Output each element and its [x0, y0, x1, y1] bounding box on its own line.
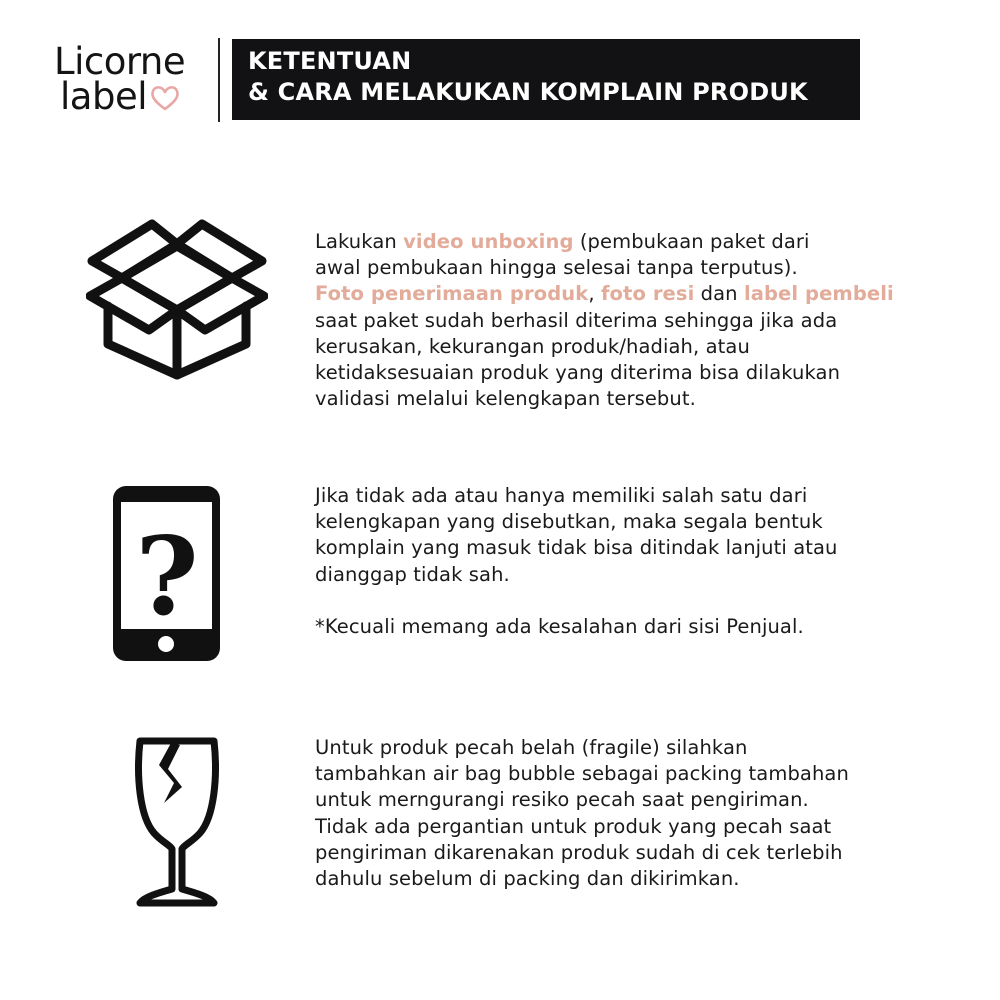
- item-3-line-4: Tidak ada pergantian untuk produk yang pecah saat: [315, 814, 832, 838]
- item-1-line-3: Foto penerimaan produk, foto resi dan label pembeli: [315, 282, 894, 306]
- header-title-line2: & CARA MELAKUKAN KOMPLAIN PRODUK: [248, 78, 808, 106]
- highlight-foto-penerimaan: Foto penerimaan produk: [315, 282, 589, 306]
- header-title-box: [232, 39, 860, 120]
- item-3-line-3: untuk merngurangi resiko pecah saat pengiriman.: [315, 788, 809, 812]
- item-1-line-6: ketidaksesuaian produk yang diterima bisa dilakukan: [315, 361, 841, 385]
- brand-line1: Licorne: [54, 40, 186, 83]
- item-1-line-2: awal pembukaan hingga selesai tanpa terputus).: [315, 256, 798, 280]
- heart-icon: [150, 84, 180, 112]
- item-2-line-1: Jika tidak ada atau hanya memiliki salah satu dari: [315, 484, 808, 507]
- brand-logo: [54, 42, 204, 118]
- item-3-line-2: tambahkan air bag bubble sebagai packing tambahan: [315, 762, 849, 786]
- highlight-foto-resi: foto resi: [600, 282, 695, 306]
- item-1-line-5: kerusakan, kekurangan produk/hadiah, atau: [315, 334, 750, 358]
- item-2-line-3: komplain yang masuk tidak bisa ditindak lanjuti atau: [315, 536, 838, 560]
- svg-text:?: ?: [135, 514, 199, 640]
- brand-line2: label: [60, 75, 147, 118]
- item-2-line-4: dianggap tidak sah.: [315, 562, 510, 586]
- header-divider: [218, 38, 220, 122]
- item-2-text: [315, 483, 945, 640]
- item-1-line-4: saat paket sudah berhasil diterima sehingga jika ada: [315, 308, 838, 332]
- open-box-icon: [86, 218, 268, 380]
- item-3-line-6: dahulu sebelum di packing dan dikirimkan.: [315, 867, 740, 891]
- phone-question-icon: [113, 486, 221, 662]
- item-3-line-1: Untuk produk pecah belah (fragile) silahkan: [315, 736, 748, 759]
- item-1-text: [315, 229, 945, 412]
- item-1-line-7: validasi melalui kelengkapan tersebut.: [315, 387, 696, 411]
- highlight-video-unboxing: video unboxing: [403, 230, 574, 253]
- item-3-text: [315, 735, 945, 892]
- highlight-label-pembeli: label pembeli: [743, 282, 894, 306]
- item-2-note: *Kecuali memang ada kesalahan dari sisi Penjual.: [315, 614, 804, 638]
- header-title-line1: KETENTUAN: [248, 47, 412, 75]
- item-1-line-1: Lakukan video unboxing (pembukaan paket dari: [315, 230, 810, 253]
- broken-glass-icon: [134, 737, 220, 909]
- item-3-line-5: pengiriman dikarenakan produk sudah di cek terlebih: [315, 840, 843, 864]
- item-2-line-2: kelengkapan yang disebutkan, maka segala bentuk: [315, 510, 823, 534]
